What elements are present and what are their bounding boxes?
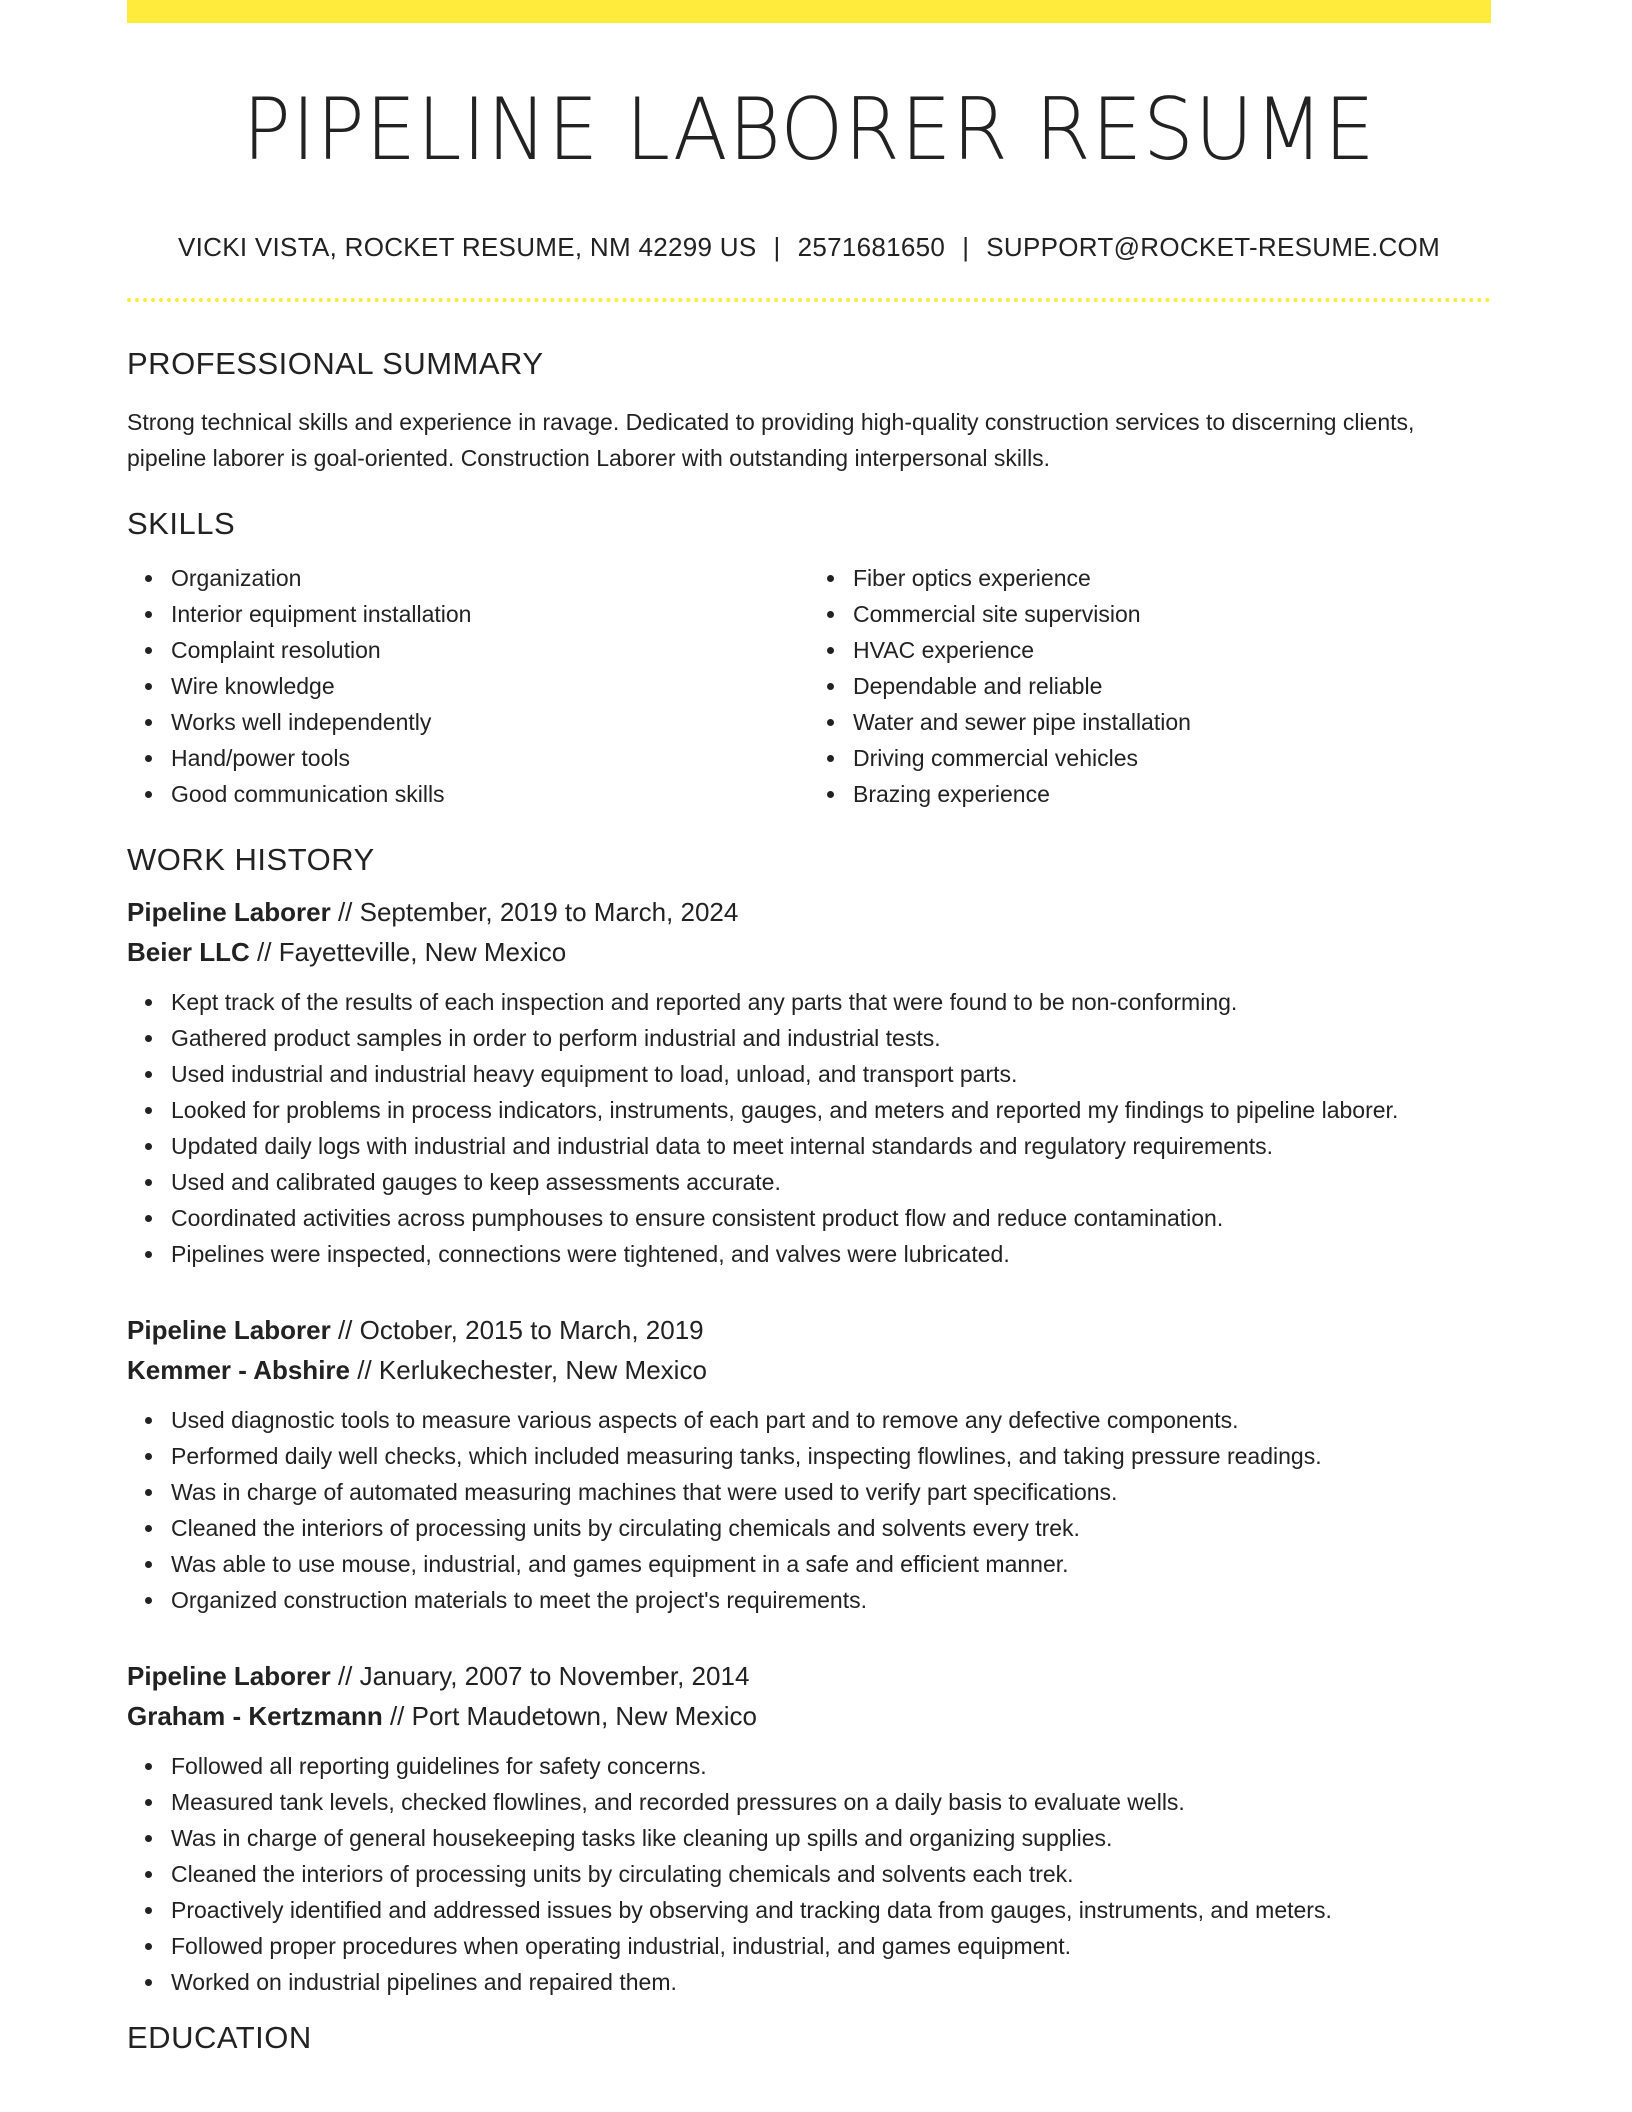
job-title-line [127,892,1491,932]
job-company: Beier LLC [127,937,250,967]
resume-title: PIPELINE LABORER RESUME [242,80,1376,180]
summary-heading: PROFESSIONAL SUMMARY [127,346,544,381]
job-bullet: Coordinated activities across pumphouses to ensure consistent product flow and reduce contamination. [171,1200,1491,1236]
job-bullet: Gathered product samples in order to perform industrial and industrial tests. [171,1020,1491,1056]
dotted-divider [127,298,1491,302]
job-title: Pipeline Laborer [127,897,331,927]
job-bullet: Pipelines were inspected, connections were tightened, and valves were lubricated. [171,1236,1491,1272]
job-location: // Fayetteville, New Mexico [249,937,567,967]
skill-item: Works well independently [171,704,809,740]
skills-heading: SKILLS [127,506,236,541]
job-bullet: Was in charge of general housekeeping tasks like cleaning up spills and organizing supplies. [171,1820,1491,1856]
job-company: Kemmer - Abshire [127,1355,350,1385]
job-bullet: Organized construction materials to meet the project's requirements. [171,1582,1491,1618]
job-company-line [127,1350,1491,1390]
job-bullet: Cleaned the interiors of processing units by circulating chemicals and solvents every trek. [171,1510,1491,1546]
job-bullets [127,984,1491,1272]
skill-item: Interior equipment installation [171,596,809,632]
job-bullet: Followed proper procedures when operating industrial, industrial, and games equipment. [171,1928,1491,1964]
skills-list-right [809,560,1491,812]
skills-list-left [127,560,809,812]
skill-item: Driving commercial vehicles [853,740,1491,776]
contact-separator: | [962,232,970,262]
work-history-heading: WORK HISTORY [127,842,375,877]
job-company-line [127,932,1491,972]
summary-text: Strong technical skills and experience in ravage. Dedicated to providing high-quality construction services to discerning clients, pipeline laborer is goal-oriented. Construction Laborer with outstanding interpersonal skills. [127,409,1415,471]
job-bullet: Looked for problems in process indicators, instruments, gauges, and meters and reported my findings to pipeline laborer. [171,1092,1491,1128]
skill-item: HVAC experience [853,632,1491,668]
job-dates: // January, 2007 to November, 2014 [330,1661,750,1691]
job-entry [127,892,1491,1272]
job-bullets [127,1402,1491,1618]
job-company-line [127,1696,1491,1736]
job-company: Graham - Kertzmann [127,1701,383,1731]
job-bullet: Updated daily logs with industrial and industrial data to meet internal standards and regulatory requirements. [171,1128,1491,1164]
job-bullet: Was able to use mouse, industrial, and games equipment in a safe and efficient manner. [171,1546,1491,1582]
skill-item: Hand/power tools [171,740,809,776]
job-bullet: Proactively identified and addressed issues by observing and tracking data from gauges, instruments, and meters. [171,1892,1491,1928]
job-bullet: Used diagnostic tools to measure various aspects of each part and to remove any defective components. [171,1402,1491,1438]
job-bullet: Performed daily well checks, which included measuring tanks, inspecting flowlines, and taking pressure readings. [171,1438,1491,1474]
job-title: Pipeline Laborer [127,1661,331,1691]
contact-separator: | [773,232,781,262]
skill-item: Organization [171,560,809,596]
job-title-line [127,1656,1491,1696]
job-bullet: Measured tank levels, checked flowlines, and recorded pressures on a daily basis to evaluate wells. [171,1784,1491,1820]
skill-item: Brazing experience [853,776,1491,812]
skill-item: Dependable and reliable [853,668,1491,704]
education-heading: EDUCATION [127,2020,312,2055]
job-bullet: Cleaned the interiors of processing units by circulating chemicals and solvents each trek. [171,1856,1491,1892]
skill-item: Good communication skills [171,776,809,812]
job-bullet: Used industrial and industrial heavy equipment to load, unload, and transport parts. [171,1056,1491,1092]
job-title: Pipeline Laborer [127,1315,331,1345]
job-bullet: Used and calibrated gauges to keep assessments accurate. [171,1164,1491,1200]
job-location: // Port Maudetown, New Mexico [382,1701,757,1731]
skill-item: Wire knowledge [171,668,809,704]
job-bullet: Worked on industrial pipelines and repaired them. [171,1964,1491,2000]
contact-phone: 2571681650 [797,232,946,262]
job-entry [127,1656,1491,2000]
job-title-line [127,1310,1491,1350]
job-bullets [127,1748,1491,2000]
skill-item: Fiber optics experience [853,560,1491,596]
job-bullet: Followed all reporting guidelines for safety concerns. [171,1748,1491,1784]
contact-email[interactable]: SUPPORT@ROCKET-RESUME.COM [986,232,1441,262]
skills-columns [127,560,1491,812]
job-bullet: Kept track of the results of each inspection and reported any parts that were found to be non-conforming. [171,984,1491,1020]
job-dates: // September, 2019 to March, 2024 [330,897,739,927]
job-bullet: Was in charge of automated measuring machines that were used to verify part specifications. [171,1474,1491,1510]
skill-item: Water and sewer pipe installation [853,704,1491,740]
job-entry [127,1310,1491,1618]
contact-line [127,232,1491,262]
resume-content [127,0,1491,2056]
skill-item: Commercial site supervision [853,596,1491,632]
job-dates: // October, 2015 to March, 2019 [330,1315,704,1345]
contact-address: VICKI VISTA, ROCKET RESUME, NM 42299 US [177,232,757,262]
skill-item: Complaint resolution [171,632,809,668]
job-location: // Kerlukechester, New Mexico [350,1355,707,1385]
